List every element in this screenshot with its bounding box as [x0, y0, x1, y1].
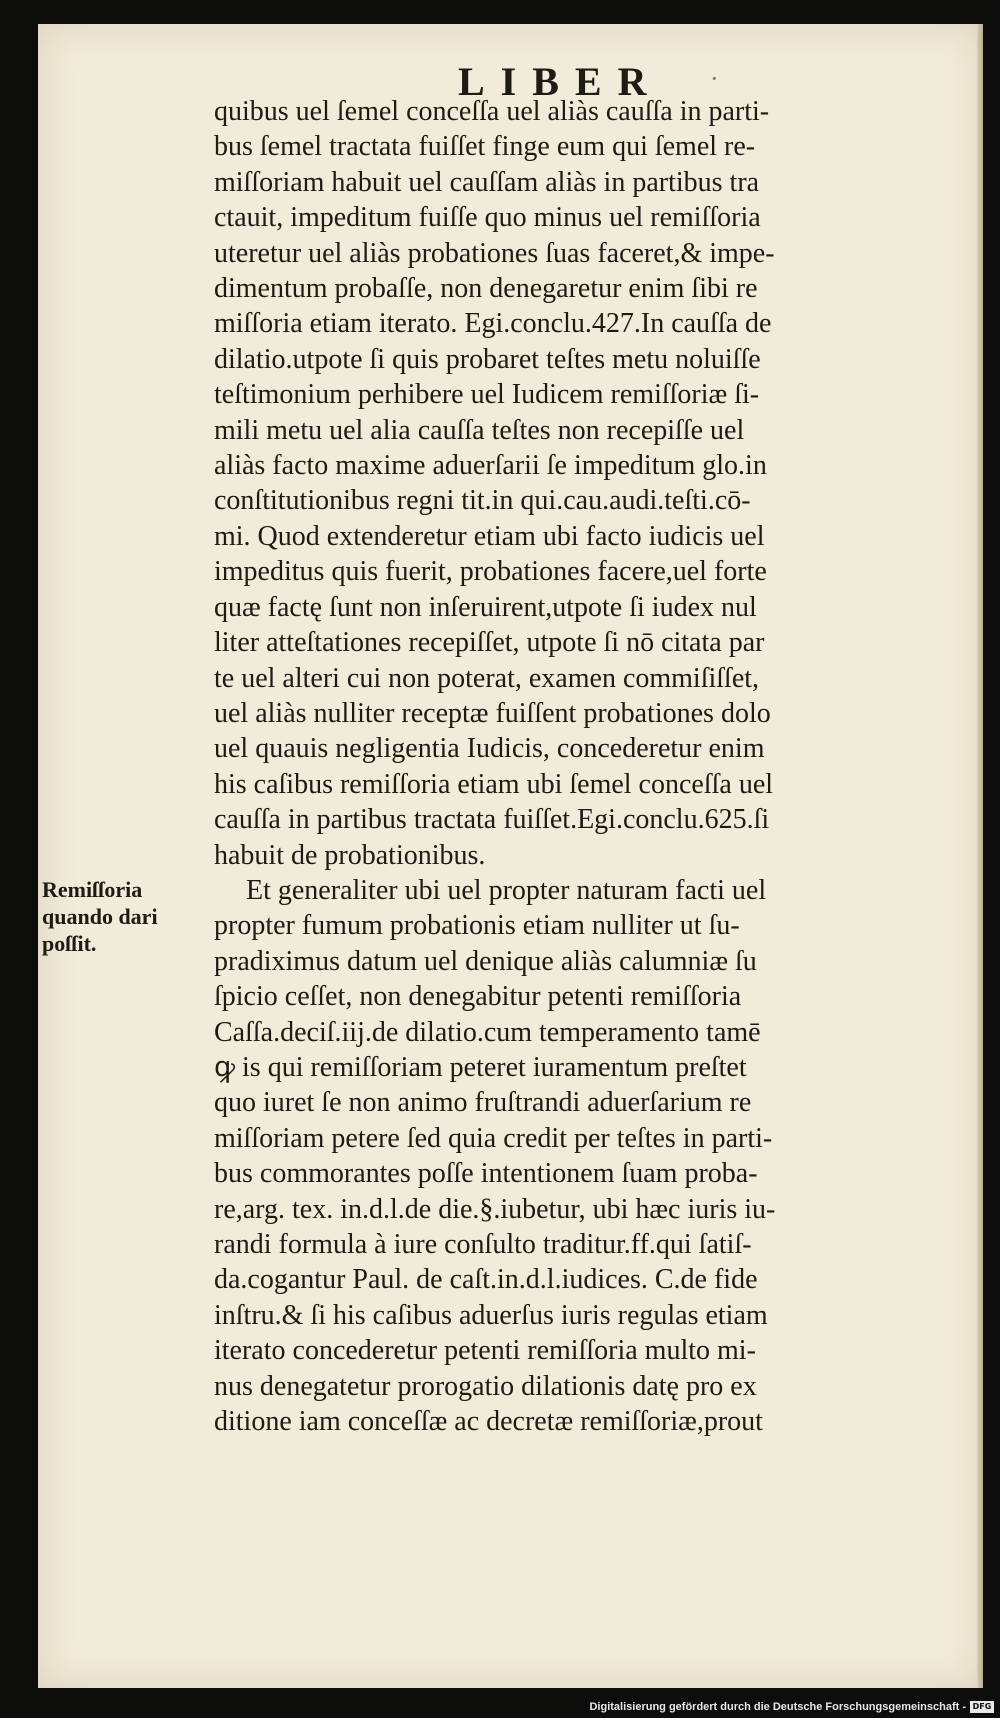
text-line: iterato concederetur petenti remiſſoria multo mi-	[214, 1335, 756, 1367]
margin-note-line: quando dari	[42, 904, 158, 929]
text-line: aliàs facto maxime aduerſarii ſe impeditum glo.in	[214, 450, 767, 482]
text-line: conſtitutionibus regni tit.in qui.cau.audi.teſti.cō-	[214, 485, 751, 517]
text-line: te uel alteri cui non poterat, examen commiſiſſet,	[214, 662, 760, 694]
digitization-footer	[0, 1696, 1000, 1718]
text-line: quibus uel ſemel conceſſa uel aliàs cauſſa in parti-	[214, 96, 770, 127]
text-line: habuit de probationibus.	[214, 839, 486, 871]
margin-note	[42, 876, 214, 957]
margin-note-line: poſſit.	[42, 931, 97, 956]
text-line: quæ factę ſunt non inſeruirent,utpote ſi iudex nul	[214, 591, 757, 623]
footer-credit: Digitalisierung gefördert durch die Deutsche Forschungsgemeinschaft -	[589, 1701, 966, 1713]
text-line: quo iuret ſe non animo fruſtrandi aduerſarium re	[214, 1087, 752, 1119]
text-line: liter atteſtationes recepiſſet, utpote ſi nō citata par	[214, 627, 765, 659]
text-line: mili metu uel alia cauſſa teſtes non recepiſſe uel	[214, 414, 745, 446]
text-line: miſſoriam habuit uel cauſſam aliàs in partibus tra	[214, 166, 760, 198]
text-line: mi. Quod extenderetur etiam ubi facto iudicis uel	[214, 520, 765, 552]
text-line: pradiximus datum uel denique aliàs calumniæ ſu	[214, 945, 757, 977]
running-head: LIBER	[458, 59, 663, 104]
text-line: nus denegatetur prorogatio dilationis datę pro ex	[214, 1370, 757, 1402]
text-line: teſtimonium perhibere uel Iudicem remiſſoriæ ſi-	[214, 379, 760, 411]
text-line: re,arg. tex. in.d.l.de die.§.iubetur, ubi hæc iuris iu-	[214, 1193, 776, 1225]
page-edge	[977, 24, 983, 1688]
margin-note-line: Remiſſoria	[42, 877, 143, 902]
text-line: randi formula à iure conſulto traditur.ff.qui ſatiſ-	[214, 1229, 752, 1260]
text-line: da.cogantur Paul. de caſt.in.d.l.iudices. C.de fide	[214, 1264, 758, 1296]
text-line: his caſibus remiſſoria etiam ubi ſemel conceſſa uel	[214, 768, 774, 800]
text-line: cauſſa in partibus tractata fuiſſet.Egi.conclu.625.ſi	[214, 804, 770, 836]
text-line: dilatio.utpote ſi quis probaret teſtes metu noluiſſe	[214, 343, 761, 375]
text-line: Caſſa.deciſ.iij.de dilatio.cum temperamento tamē	[214, 1016, 761, 1048]
text-line: propter fumum probationis etiam nulliter ut ſu-	[214, 910, 740, 942]
text-line: inſtru.& ſi his caſibus aduerſus iuris regulas etiam	[214, 1299, 768, 1331]
text-line: Et generaliter ubi uel propter naturam facti uel	[246, 874, 767, 906]
text-line: miſſoria etiam iterato. Egi.conclu.427.In cauſſa de	[214, 308, 772, 340]
text-line: miſſoriam petere ſed quia credit per teſtes in parti-	[214, 1122, 773, 1154]
running-head-mark: ·	[710, 64, 719, 93]
text-line: impeditus quis fuerit, probationes facere,uel forte	[214, 556, 767, 588]
book-page	[38, 24, 983, 1688]
text-line: ctauit, impeditum fuiſſe quo minus uel remiſſoria	[214, 202, 761, 234]
body-text	[214, 94, 966, 1439]
text-line: bus commorantes poſſe intentionem ſuam proba-	[214, 1158, 758, 1190]
text-line: ditione iam conceſſæ ac decretæ remiſſoriæ,prout	[214, 1406, 763, 1438]
text-line: ſpicio ceſſet, non denegabitur petenti remiſſoria	[214, 981, 742, 1013]
dfg-logo: DFG	[970, 1701, 994, 1713]
text-line: uel aliàs nulliter receptæ fuiſſent probationes dolo	[214, 697, 771, 729]
text-line: bus ſemel tractata fuiſſet finge eum qui ſemel re-	[214, 131, 756, 163]
text-line: uel quauis negligentia Iudicis, concederetur enim	[214, 733, 765, 765]
text-line: ꝙ is qui remiſſoriam peteret iuramentum preſtet	[214, 1051, 747, 1083]
text-line: dimentum probaſſe, non denegaretur enim ſibi re	[214, 273, 758, 305]
text-line: uteretur uel aliàs probationes ſuas faceret,& impe-	[214, 237, 775, 269]
